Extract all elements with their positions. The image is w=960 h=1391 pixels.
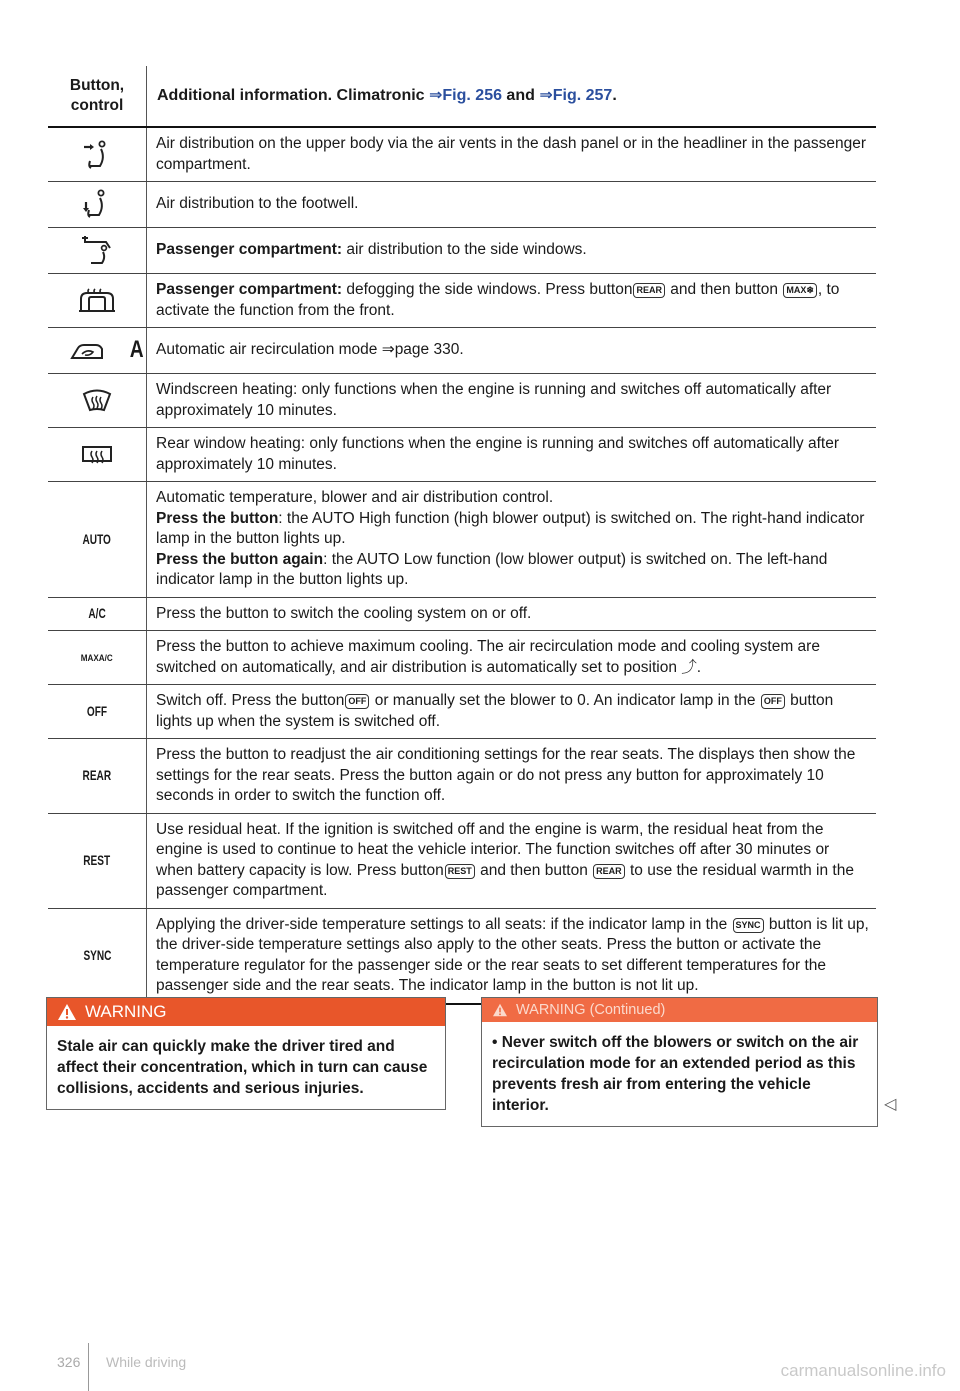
warning-continued-header xyxy=(482,998,877,1022)
rest-button-key: REST xyxy=(445,864,475,879)
row-text: Air distribution to the footwell. xyxy=(147,182,877,228)
fig-256-link[interactable]: ⇒Fig. 256 xyxy=(429,86,502,104)
warning-title: WARNING xyxy=(85,1002,167,1021)
rear-button-key: REAR xyxy=(593,864,625,879)
warning-continued-title: WARNING (Continued) xyxy=(516,1002,666,1018)
table-row xyxy=(48,228,876,274)
row-text: Air distribution on the upper body via the air vents in the dash panel or in the headliner in the passenger compartment. xyxy=(147,127,877,182)
off-button-label: OFF xyxy=(48,685,147,739)
table-row xyxy=(48,428,876,482)
row-text: Windscreen heating: only functions when the engine is running and switches off automatically after approximately 10 minutes. xyxy=(147,374,877,428)
table-row xyxy=(48,482,876,598)
auto-recirculation-letter: A xyxy=(129,336,144,364)
warning-box xyxy=(46,997,446,1110)
fig-257-link[interactable]: ⇒Fig. 257 xyxy=(539,86,613,104)
row-text: Passenger compartment: air distribution to the side windows. xyxy=(147,228,877,274)
table-row xyxy=(48,908,876,1004)
max-ac-button-label: MAXA/C xyxy=(48,631,147,685)
air-upper-body-icon xyxy=(48,127,147,182)
rear-button-label: REAR xyxy=(48,739,147,814)
header-button-control: Button, control xyxy=(48,66,147,127)
section-end-mark: ◁ xyxy=(884,1096,897,1113)
side-window-defog-icon xyxy=(48,274,147,328)
climatronic-controls-table xyxy=(48,66,876,1005)
warning-triangle-icon xyxy=(492,1003,508,1017)
watermark: carmanualsonline.info xyxy=(780,1361,946,1380)
row-text: Press the button to achieve maximum cooling. The air recirculation mode and cooling system are switched on automatically, and air distribution is automatically set to position ⤴. xyxy=(147,631,877,685)
sync-button-label: SYNC xyxy=(48,908,147,1004)
table-row xyxy=(48,685,876,739)
ac-button-label: A/C xyxy=(48,597,147,631)
table-row xyxy=(48,597,876,631)
warning-continued-body: • Never switch off the blowers or switch on the air recirculation mode for an extended period as this prevents fresh air from entering the vehicle interior. xyxy=(492,1034,859,1114)
table-row xyxy=(48,328,876,374)
row-text: Press the button to switch the cooling system on or off. xyxy=(147,597,877,631)
footer-divider xyxy=(88,1343,89,1391)
row-text: Use residual heat. If the ignition is switched off and the engine is warm, the residual heat from the engine is used to continue to heat the vehicle interior. The function switches off after 30 minutes or when battery capacity is low. Press button REST and then button REAR to use the residual warmth in the passenger compartment. xyxy=(147,813,877,908)
rear-window-heating-icon xyxy=(48,428,147,482)
header-additional-info: Additional information. Climatronic ⇒Fig. 256 and ⇒Fig. 257. xyxy=(147,66,877,127)
page-number: 326 xyxy=(57,1354,81,1370)
warning-body: Stale air can quickly make the driver tired and affect their concentration, which in turn can cause collisions, accidents and serious injuries. xyxy=(57,1038,428,1097)
table-row xyxy=(48,631,876,685)
table-row xyxy=(48,813,876,908)
row-text: Switch off. Press the button OFF or manually set the blower to 0. An indicator lamp in the OFF button lights up when the system is switched off. xyxy=(147,685,877,739)
auto-button-label: AUTO xyxy=(48,482,147,598)
windscreen-heating-icon xyxy=(48,374,147,428)
row-text: Press the button to readjust the air conditioning settings for the rear seats. The displays then show the settings for the rear seats. Press the button again or do not press any button for approximately 10 seconds in order to switch the function off. xyxy=(147,739,877,814)
table-row xyxy=(48,182,876,228)
table-row xyxy=(48,374,876,428)
row-text: Applying the driver-side temperature settings to all seats: if the indicator lamp in the SYNC button is lit up, the driver-side temperature settings also apply to the other seats. Press the button or activate the temperature regulator for the passenger side or the rear seats to set different temperatures for the passenger side and the rear seats. The indicator lamp in the button is not lit up. xyxy=(147,908,877,1004)
table-row xyxy=(48,274,876,328)
off-button-key: OFF xyxy=(761,694,785,709)
row-text: Passenger compartment: defogging the side windows. Press button REAR and then button MAX❄ , to activate the function from the front. xyxy=(147,274,877,328)
row-text: Automatic temperature, blower and air distribution control. Press the button: the AUTO High function (high blower output) is switched on. The right-hand indicator lamp in the button lights up. Press the button again: the AUTO Low function (low blower output) is switched on. The left-hand indicator lamp in the button lights up. xyxy=(147,482,877,598)
table-header-row xyxy=(48,66,876,127)
rear-button-key: REAR xyxy=(633,283,665,298)
section-title: While driving xyxy=(106,1354,187,1370)
rest-button-label: REST xyxy=(48,813,147,908)
off-button-key: OFF xyxy=(345,694,369,709)
row-text: Automatic air recirculation mode ⇒page 330. xyxy=(147,328,877,374)
row-text: Rear window heating: only functions when the engine is running and switches off automatically after approximately 10 minutes. xyxy=(147,428,877,482)
warning-header xyxy=(47,998,445,1026)
warning-continued-box xyxy=(481,997,878,1127)
air-footwell-icon xyxy=(48,182,147,228)
sync-button-key: SYNC xyxy=(733,918,764,933)
table-row xyxy=(48,739,876,814)
warning-triangle-icon xyxy=(57,1003,77,1021)
auto-recirculation-icon xyxy=(48,328,147,374)
side-window-air-icon xyxy=(48,228,147,274)
max-defrost-button-key: MAX❄ xyxy=(783,283,817,298)
table-row xyxy=(48,127,876,182)
